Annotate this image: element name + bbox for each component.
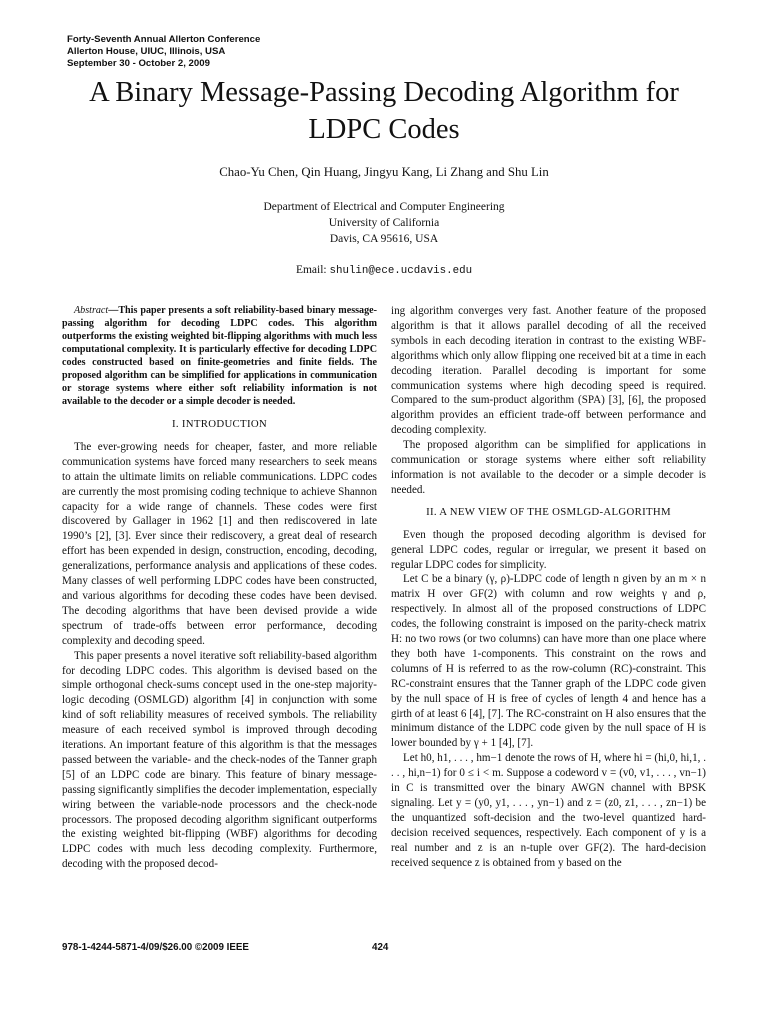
right-column bbox=[391, 304, 706, 871]
intro-paragraph-1: The ever-growing needs for cheaper, faster, and more reliable communication systems have forced many researchers to seek means to attain the ultimate limits on reliable communications. LDPC codes are currently the most promising coding technique to achieve Shannon capacity for a wide range of channels. These codes were first discovered by Gallager in 1962 [1] and then rediscovered in late 1990’s [2], [3]. Ever since their rediscovery, a great deal of research effort has been expended in design, construction, encoding, decoding, generalizations, performance analysis and applications of these codes. Many classes of well performing LDPC codes have been constructed, and various algorithms for decoding these codes have been devised. The decoding algorithms that have been devised provide a wide spectrum of trade-offs between error performance, decoding complexity and decoding speed. bbox=[62, 440, 377, 647]
email-line bbox=[40, 262, 728, 279]
paper-title bbox=[40, 74, 728, 148]
email-label: Email: bbox=[295, 264, 327, 276]
conference-header bbox=[67, 34, 260, 70]
affiliation-university: University of California bbox=[328, 217, 440, 229]
body-paragraph-continued: ing algorithm converges very fast. Another feature of the proposed algorithm is that it allows parallel decoding of all the received symbols in each decoding iteration in contrast to the existing WBF-algorithms which only allow flipping one received bit at a time in each decoding iteration. Parallel decoding is important for some communication systems where high decoding speed is required. Compared to the sum-product algorithm (SPA) [3], [6], the proposed algorithm provides an efficient trade-off between performance and decoding complexity. bbox=[391, 305, 706, 437]
affiliation-city: Davis, CA 95616, USA bbox=[329, 233, 439, 245]
footer-isbn: 978-1-4244-5871-4/09/$26.00 ©2009 IEEE bbox=[62, 942, 249, 953]
section-heading-osmlgd: II. A NEW VIEW OF THE OSMLGD-ALGORITHM bbox=[426, 505, 671, 518]
abstract-text: —This paper presents a soft reliability-based binary message-passing algorithm for decoding LDPC codes. This algorithm outperforms the existing weighted bit-flipping algorithms with much less computational complexity. It is particularly effective for decoding LDPC codes constructed based on finite-geometries and finite fields. The proposed algorithm can be simplified for applications in communication or storage systems where either soft reliability information is not available to the decoder or a simple decoder is needed. bbox=[62, 305, 377, 407]
body-paragraph-simplified: The proposed algorithm can be simplified for applications in communication or storage systems where either soft reliability information is not available to the decoder or a simple decoder is needed. bbox=[391, 439, 706, 496]
affiliation-department: Department of Electrical and Computer Engineering bbox=[263, 201, 505, 213]
title-line-1: A Binary Message-Passing Decoding Algorithm for bbox=[89, 77, 679, 108]
intro-paragraph-2: This paper presents a novel iterative soft reliability-based algorithm for decoding LDPC codes. This algorithm is devised based on the simple orthogonal check-sums concept used in the one-step majority-logic decoding (OSMLGD) algorithm [4] in conjunction with some kind of soft reliability measures of received symbols. The reliability measure of each received symbol is improved through decoding iterations. An important feature of this algorithm is that the messages passed between the variable- and the check-nodes of the Tanner graph [5] of an LDPC code are binary. This feature of binary message-passing significantly simplifies the decoder implementation, especially wiring between the variable-node processors and the check-node processors. The proposed decoding algorithm significant outperforms the existing weighted bit-flipping (WBF) algorithms for decoding LDPC codes with much less decoding complexity. Furthermore, decoding with the proposed decod- bbox=[62, 649, 377, 871]
conference-venue: Allerton House, UIUC, Illinois, USA bbox=[67, 46, 226, 57]
affiliation bbox=[40, 199, 728, 247]
abstract-label: Abstract bbox=[74, 305, 109, 316]
section2-paragraph-1: Even though the proposed decoding algorithm is devised for general LDPC codes, regular or irregular, we present it based on regular LDPC codes for simplicity. bbox=[391, 528, 706, 571]
section2-paragraph-2: Let C be a binary (γ, ρ)-LDPC code of length n given by an m × n matrix H over GF(2) with column and row weights γ and ρ, respectively. In almost all of the proposed constructions of LDPC codes, the following constraint is imposed on the parity-check matrix H: no two rows (or two columns) can have more than one place where they both have 1-components. This constraint on the rows and columns of H is referred to as the row-column (RC)-constraint. This RC-constraint ensures that the Tanner graph of the LDPC code given by the null space of H is free of cycles of length 4 and hence has a girth of at least 6 [4], [7]. The RC-constraint on H also ensures that the minimum distance of the LDPC code given by the null space of H is lower bounded by γ + 1 [4], [7]. bbox=[391, 573, 706, 750]
title-line-2: LDPC Codes bbox=[308, 114, 460, 145]
abstract bbox=[62, 304, 377, 408]
section-heading-introduction: I. INTRODUCTION bbox=[171, 418, 268, 430]
section2-paragraph-3: Let h0, h1, . . . , hm−1 denote the rows of H, where hi = (hi,0, hi,1, . . . , hi,n−1) for 0 ≤ i < m. Suppose a codeword v = (v0, v1, . . . , vn−1) in C is transmitted over the binary AWGN channel with BPSK signaling. Let y = (y0, y1, . . . , yn−1) and z = (z0, z1, . . . , zn−1) be the unquantized soft-decision and the two-level quantized hard-decision received sequences, respectively. Each component of y is a real number and z is an n-tuple over GF(2). The hard-decision received sequence z is obtained from y based on the bbox=[391, 752, 706, 869]
conference-dates: September 30 - October 2, 2009 bbox=[67, 58, 210, 69]
author-list: Chao-Yu Chen, Qin Huang, Jingyu Kang, Li Zhang and Shu Lin bbox=[219, 165, 549, 179]
conference-name: Forty-Seventh Annual Allerton Conference bbox=[67, 34, 261, 45]
left-column bbox=[62, 304, 377, 872]
page-number: 424 bbox=[372, 942, 389, 953]
email-address[interactable]: shulin@ece.ucdavis.edu bbox=[329, 265, 473, 277]
